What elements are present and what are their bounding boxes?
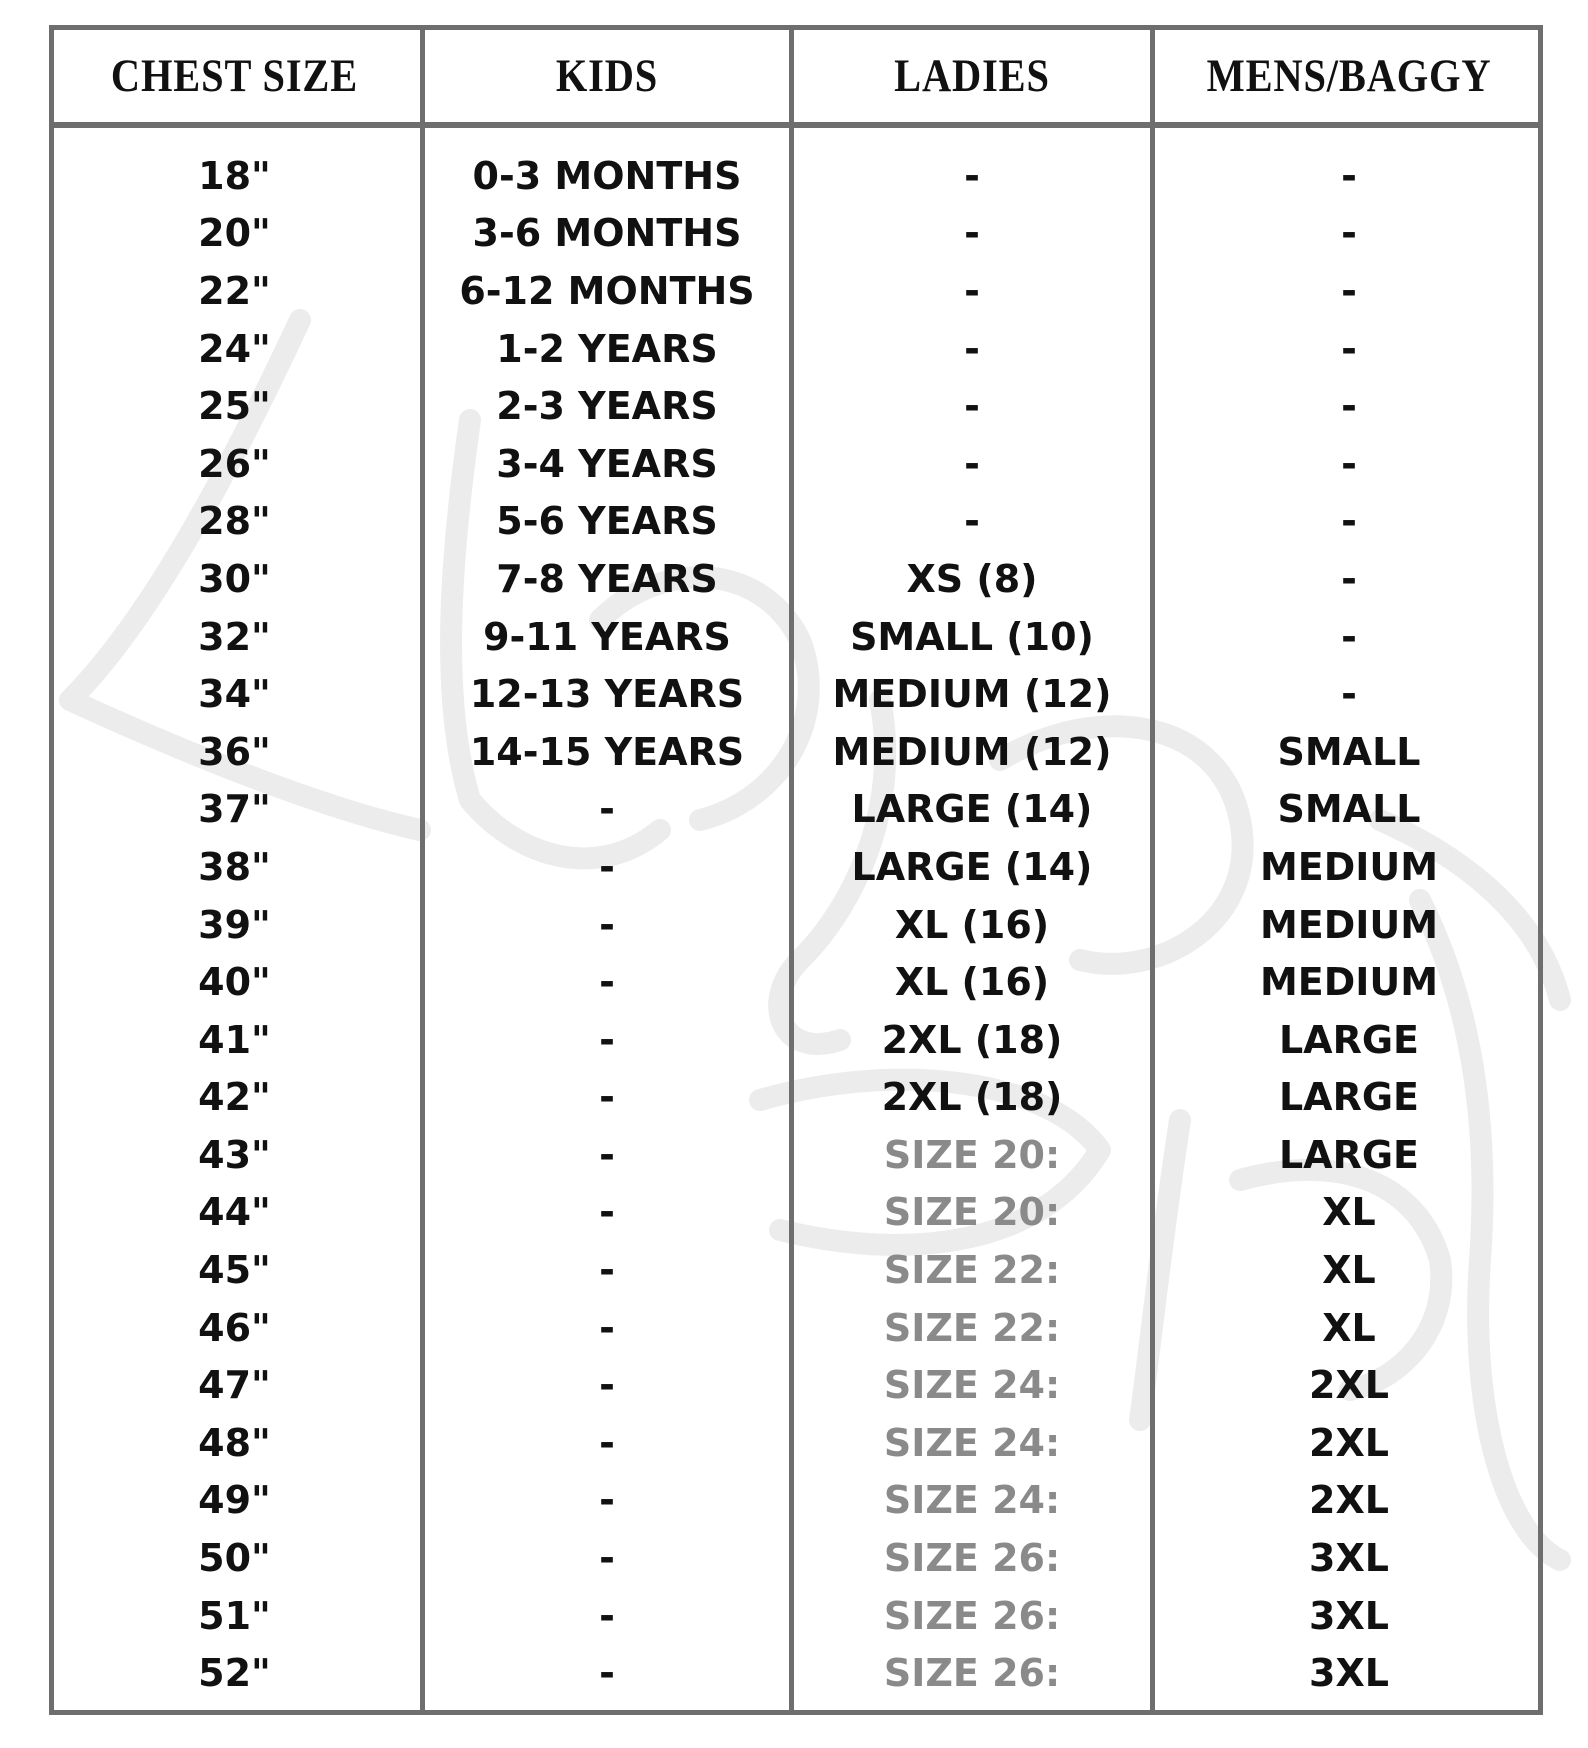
ladies-size-cell: SIZE 24:	[883, 1363, 1061, 1408]
chest-size-cell: 39"	[198, 902, 271, 947]
header-ladies: LADIES	[894, 50, 1050, 102]
chest-size-cell: 52"	[198, 1651, 271, 1696]
ladies-size-cell: SIZE 26:	[883, 1651, 1061, 1696]
mens-size-cell: LARGE	[1278, 1017, 1420, 1062]
chest-size-cell: 20"	[198, 211, 271, 256]
table-row	[49, 205, 1543, 263]
mens-size-cell: 2XL	[1309, 1478, 1389, 1523]
table-header	[49, 30, 1543, 122]
table-row	[49, 435, 1543, 493]
kids-size-cell: -	[599, 1420, 615, 1465]
table-row	[49, 1414, 1543, 1472]
mens-size-cell: LARGE	[1278, 1075, 1420, 1120]
table-row	[49, 723, 1543, 781]
kids-size-cell: -	[599, 844, 615, 889]
mens-size-cell: -	[1341, 326, 1357, 371]
chest-size-cell: 24"	[198, 326, 271, 371]
header-chest-size: CHEST SIZE	[110, 50, 359, 102]
ladies-size-cell: -	[964, 268, 980, 313]
kids-size-cell: -	[599, 960, 615, 1005]
chest-size-cell: 43"	[198, 1132, 271, 1177]
chest-size-cell: 44"	[198, 1190, 271, 1235]
chest-size-cell: 41"	[198, 1017, 271, 1062]
ladies-size-cell: 2XL (18)	[881, 1017, 1063, 1062]
table-row	[49, 665, 1543, 723]
chest-size-cell: 49"	[198, 1478, 271, 1523]
kids-size-cell: -	[599, 1248, 615, 1293]
kids-size-cell: -	[599, 1017, 615, 1062]
chest-size-cell: 25"	[198, 384, 271, 429]
mens-size-cell: -	[1341, 268, 1357, 313]
kids-size-cell: -	[599, 1190, 615, 1235]
ladies-size-cell: SIZE 24:	[883, 1478, 1061, 1523]
kids-size-cell: 14-15 YEARS	[469, 729, 745, 774]
kids-size-cell: -	[599, 1075, 615, 1120]
table-row	[49, 493, 1543, 551]
chest-size-cell: 38"	[198, 844, 271, 889]
table-row	[49, 781, 1543, 839]
chest-size-cell: 42"	[198, 1075, 271, 1120]
chest-size-cell: 28"	[198, 499, 271, 544]
table-row	[49, 838, 1543, 896]
ladies-size-cell: -	[964, 211, 980, 256]
kids-size-cell: -	[599, 1593, 615, 1638]
mens-size-cell: -	[1341, 153, 1357, 198]
ladies-size-cell: -	[964, 326, 980, 371]
ladies-size-cell: XL (16)	[894, 902, 1050, 947]
chest-size-cell: 30"	[198, 556, 271, 601]
table-row	[49, 320, 1543, 378]
chest-size-cell: 51"	[198, 1593, 271, 1638]
ladies-size-cell: MEDIUM (12)	[832, 729, 1112, 774]
mens-size-cell: -	[1341, 441, 1357, 486]
table-row	[49, 550, 1543, 608]
chest-size-cell: 50"	[198, 1536, 271, 1581]
table-row	[49, 1644, 1543, 1702]
ladies-size-cell: -	[964, 384, 980, 429]
table-row	[49, 1587, 1543, 1645]
kids-size-cell: 6-12 MONTHS	[459, 268, 755, 313]
mens-size-cell: -	[1341, 499, 1357, 544]
chest-size-cell: 40"	[198, 960, 271, 1005]
ladies-size-cell: -	[964, 153, 980, 198]
ladies-size-cell: MEDIUM (12)	[832, 672, 1112, 717]
table-row	[49, 1299, 1543, 1357]
chest-size-cell: 26"	[198, 441, 271, 486]
chest-size-cell: 34"	[198, 672, 271, 717]
mens-size-cell: SMALL	[1277, 729, 1421, 774]
kids-size-cell: 0-3 MONTHS	[472, 153, 742, 198]
kids-size-cell: 12-13 YEARS	[469, 672, 745, 717]
table-row	[49, 1356, 1543, 1414]
mens-size-cell: MEDIUM	[1259, 960, 1439, 1005]
kids-size-cell: 1-2 YEARS	[496, 326, 718, 371]
kids-size-cell: -	[599, 1536, 615, 1581]
mens-size-cell: LARGE	[1278, 1132, 1420, 1177]
ladies-size-cell: SMALL (10)	[850, 614, 1094, 659]
chest-size-cell: 32"	[198, 614, 271, 659]
ladies-size-cell: SIZE 20:	[883, 1190, 1061, 1235]
table-row	[49, 147, 1543, 205]
mens-size-cell: -	[1341, 384, 1357, 429]
ladies-size-cell: XL (16)	[894, 960, 1050, 1005]
header-mens-baggy: MENS/BAGGY	[1206, 50, 1492, 102]
kids-size-cell: 7-8 YEARS	[496, 556, 718, 601]
ladies-size-cell: SIZE 22:	[883, 1248, 1061, 1293]
ladies-size-cell: 2XL (18)	[881, 1075, 1063, 1120]
table-row	[49, 896, 1543, 954]
mens-size-cell: XL	[1322, 1190, 1376, 1235]
table-row	[49, 1126, 1543, 1184]
chest-size-cell: 47"	[198, 1363, 271, 1408]
mens-size-cell: MEDIUM	[1259, 844, 1439, 889]
mens-size-cell: XL	[1322, 1248, 1376, 1293]
mens-size-cell: 2XL	[1309, 1420, 1389, 1465]
mens-size-cell: 3XL	[1309, 1536, 1389, 1581]
ladies-size-cell: XS (8)	[906, 556, 1038, 601]
ladies-size-cell: -	[964, 499, 980, 544]
table-row	[49, 1241, 1543, 1299]
ladies-size-cell: -	[964, 441, 980, 486]
header-divider	[49, 122, 1543, 128]
chest-size-cell: 46"	[198, 1305, 271, 1350]
chest-size-cell: 36"	[198, 729, 271, 774]
table-row	[49, 1069, 1543, 1127]
mens-size-cell: -	[1341, 672, 1357, 717]
table-row	[49, 1472, 1543, 1530]
ladies-size-cell: SIZE 26:	[883, 1536, 1061, 1581]
ladies-size-cell: SIZE 22:	[883, 1305, 1061, 1350]
chest-size-cell: 48"	[198, 1420, 271, 1465]
mens-size-cell: -	[1341, 614, 1357, 659]
kids-size-cell: 2-3 YEARS	[496, 384, 718, 429]
table-row	[49, 377, 1543, 435]
ladies-size-cell: LARGE (14)	[851, 787, 1093, 832]
kids-size-cell: -	[599, 1305, 615, 1350]
mens-size-cell: XL	[1322, 1305, 1376, 1350]
ladies-size-cell: SIZE 20:	[883, 1132, 1061, 1177]
mens-size-cell: -	[1341, 211, 1357, 256]
ladies-size-cell: SIZE 24:	[883, 1420, 1061, 1465]
mens-size-cell: SMALL	[1277, 787, 1421, 832]
table-row	[49, 1011, 1543, 1069]
chest-size-cell: 22"	[198, 268, 271, 313]
chest-size-cell: 37"	[198, 787, 271, 832]
header-kids: KIDS	[555, 50, 659, 102]
kids-size-cell: 3-6 MONTHS	[472, 211, 742, 256]
ladies-size-cell: LARGE (14)	[851, 844, 1093, 889]
table-row	[49, 1184, 1543, 1242]
kids-size-cell: -	[599, 1478, 615, 1523]
kids-size-cell: -	[599, 1363, 615, 1408]
kids-size-cell: -	[599, 902, 615, 947]
chest-size-cell: 18"	[198, 153, 271, 198]
kids-size-cell: -	[599, 1132, 615, 1177]
chest-size-cell: 45"	[198, 1248, 271, 1293]
kids-size-cell: 9-11 YEARS	[483, 614, 731, 659]
mens-size-cell: 2XL	[1309, 1363, 1389, 1408]
mens-size-cell: 3XL	[1309, 1593, 1389, 1638]
kids-size-cell: -	[599, 787, 615, 832]
table-body	[49, 147, 1543, 1702]
mens-size-cell: -	[1341, 556, 1357, 601]
table-row	[49, 1529, 1543, 1587]
ladies-size-cell: SIZE 26:	[883, 1593, 1061, 1638]
kids-size-cell: 5-6 YEARS	[496, 499, 718, 544]
table-row	[49, 608, 1543, 666]
table-row	[49, 262, 1543, 320]
kids-size-cell: 3-4 YEARS	[496, 441, 718, 486]
table-row	[49, 953, 1543, 1011]
mens-size-cell: 3XL	[1309, 1651, 1389, 1696]
kids-size-cell: -	[599, 1651, 615, 1696]
mens-size-cell: MEDIUM	[1259, 902, 1439, 947]
